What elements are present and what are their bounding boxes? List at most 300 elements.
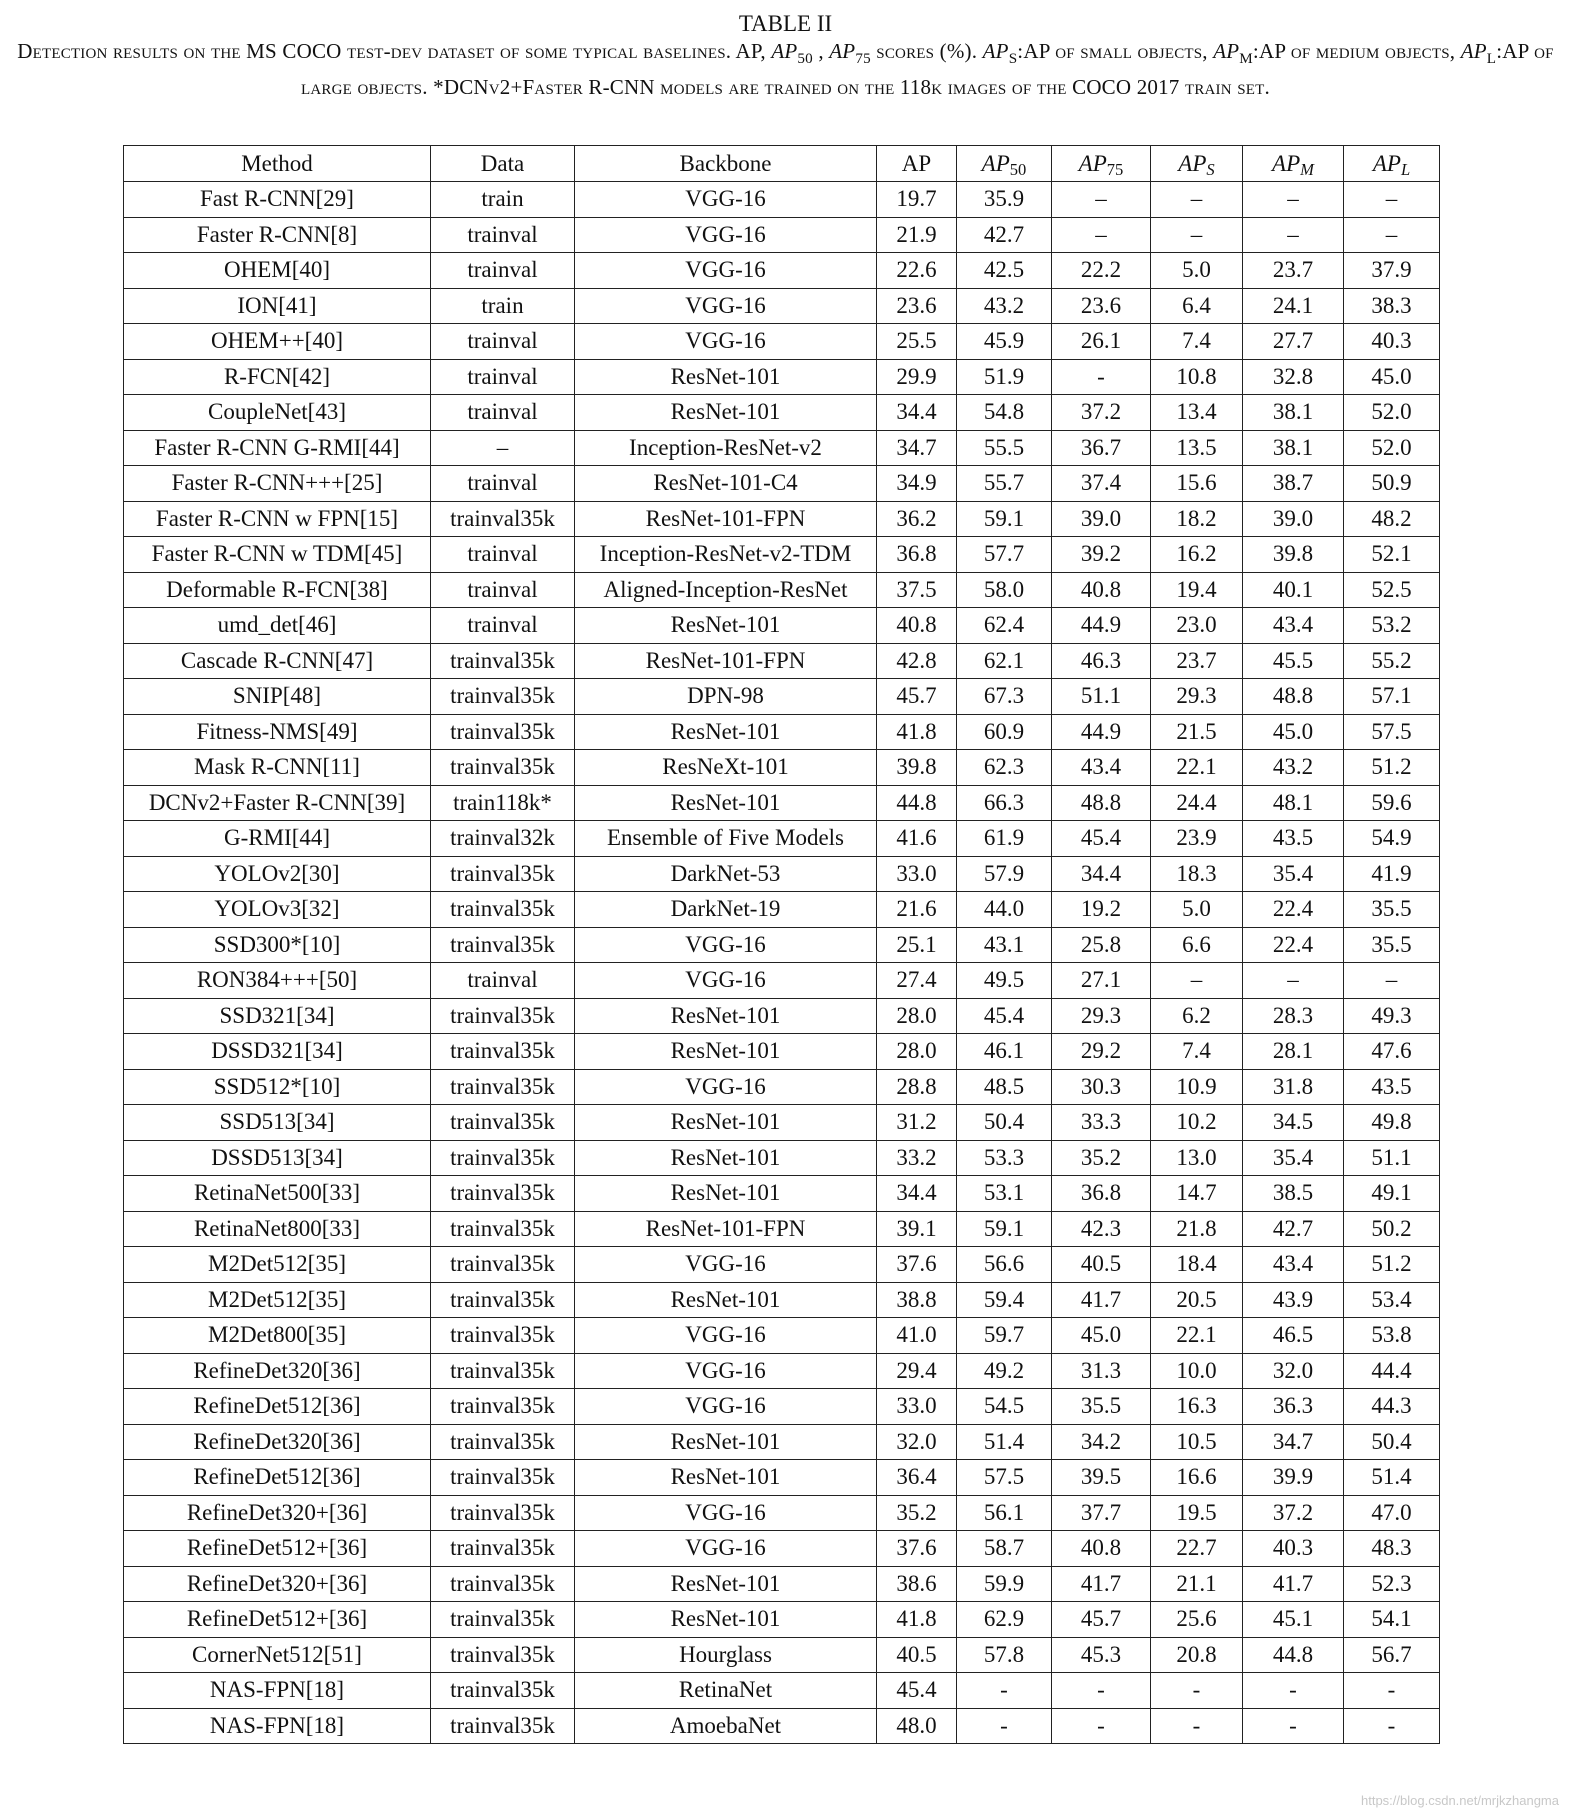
- cell-apm: 32.8: [1243, 359, 1344, 395]
- cell-method: OHEM++[40]: [124, 324, 431, 360]
- cell-ap75: -: [1052, 1708, 1151, 1744]
- cell-ap: 33.0: [877, 856, 957, 892]
- cell-ap50: -: [957, 1708, 1052, 1744]
- cell-apm: 39.0: [1243, 501, 1344, 537]
- cell-apl: -: [1344, 1673, 1440, 1709]
- cell-apl: 51.4: [1344, 1460, 1440, 1496]
- cell-backbone: ResNeXt-101: [575, 750, 877, 786]
- table-row: [124, 324, 1440, 360]
- cell-apm: 43.4: [1243, 1247, 1344, 1283]
- cell-method: SSD513[34]: [124, 1105, 431, 1141]
- cell-ap50: 49.5: [957, 963, 1052, 999]
- cell-ap: 21.9: [877, 217, 957, 253]
- cell-data: trainval35k: [431, 1353, 575, 1389]
- cell-ap75: -: [1052, 1673, 1151, 1709]
- table-row: [124, 1460, 1440, 1496]
- cell-method: Faster R-CNN w FPN[15]: [124, 501, 431, 537]
- table-row: [124, 501, 1440, 537]
- cell-aps: 16.3: [1151, 1389, 1243, 1425]
- table-row: [124, 1566, 1440, 1602]
- cell-apl: 41.9: [1344, 856, 1440, 892]
- cell-ap: 34.9: [877, 466, 957, 502]
- cell-data: trainval35k: [431, 927, 575, 963]
- cell-apm: 38.7: [1243, 466, 1344, 502]
- cell-method: M2Det512[35]: [124, 1247, 431, 1283]
- cell-ap: 42.8: [877, 643, 957, 679]
- cell-data: trainval: [431, 537, 575, 573]
- cell-apl: 37.9: [1344, 253, 1440, 289]
- cell-data: trainval35k: [431, 1637, 575, 1673]
- cell-method: Fast R-CNN[29]: [124, 182, 431, 218]
- cell-apl: 54.9: [1344, 821, 1440, 857]
- cell-method: NAS-FPN[18]: [124, 1673, 431, 1709]
- table-row: [124, 1034, 1440, 1070]
- cell-backbone: VGG-16: [575, 324, 877, 360]
- cell-ap50: -: [957, 1673, 1052, 1709]
- cell-apm: 34.5: [1243, 1105, 1344, 1141]
- cell-data: trainval: [431, 324, 575, 360]
- cell-ap: 39.1: [877, 1211, 957, 1247]
- results-table: [123, 145, 1440, 1744]
- cell-method: RefineDet512[36]: [124, 1460, 431, 1496]
- cell-apl: 44.4: [1344, 1353, 1440, 1389]
- cell-apl: 56.7: [1344, 1637, 1440, 1673]
- cell-method: DSSD513[34]: [124, 1140, 431, 1176]
- table-row: [124, 1389, 1440, 1425]
- table-row: [124, 430, 1440, 466]
- cell-data: trainval: [431, 608, 575, 644]
- cell-apl: 57.1: [1344, 679, 1440, 715]
- table-row: [124, 288, 1440, 324]
- cell-apm: 24.1: [1243, 288, 1344, 324]
- cell-ap: 21.6: [877, 892, 957, 928]
- table-caption: Detection results on the MS COCO test-dev dataset of some typical baselines. AP, $AP_{50}$ , $AP_{75}$ scores (%). $AP_S:AP$ of small objects, $AP_M:AP$ of medium objects, $AP_L:AP$ of large objects. *DCNv2+Faster R-CNN models are trained on the 118k images of the COCO 2017 train set.: [17, 39, 1554, 99]
- cell-apm: 43.9: [1243, 1282, 1344, 1318]
- cell-apm: 40.1: [1243, 572, 1344, 608]
- cell-data: trainval35k: [431, 1531, 575, 1567]
- cell-ap75: 40.8: [1052, 1531, 1151, 1567]
- cell-apm: –: [1243, 217, 1344, 253]
- cell-ap: 25.5: [877, 324, 957, 360]
- cell-backbone: VGG-16: [575, 963, 877, 999]
- cell-ap: 37.6: [877, 1247, 957, 1283]
- cell-data: trainval35k: [431, 998, 575, 1034]
- cell-apm: 39.8: [1243, 537, 1344, 573]
- header-method: Method: [124, 146, 431, 182]
- cell-method: Cascade R-CNN[47]: [124, 643, 431, 679]
- cell-ap50: 45.9: [957, 324, 1052, 360]
- cell-aps: 14.7: [1151, 1176, 1243, 1212]
- cell-apl: 43.5: [1344, 1069, 1440, 1105]
- table-row: [124, 1637, 1440, 1673]
- cell-data: trainval: [431, 395, 575, 431]
- cell-ap75: 37.2: [1052, 395, 1151, 431]
- cell-ap50: 49.2: [957, 1353, 1052, 1389]
- cell-data: trainval35k: [431, 1389, 575, 1425]
- cell-apl: –: [1344, 182, 1440, 218]
- cell-ap: 48.0: [877, 1708, 957, 1744]
- cell-backbone: Inception-ResNet-v2: [575, 430, 877, 466]
- cell-backbone: ResNet-101-FPN: [575, 1211, 877, 1247]
- cell-data: trainval35k: [431, 1566, 575, 1602]
- cell-ap50: 46.1: [957, 1034, 1052, 1070]
- table-row: [124, 572, 1440, 608]
- cell-apl: 51.2: [1344, 750, 1440, 786]
- cell-ap: 22.6: [877, 253, 957, 289]
- cell-data: trainval: [431, 253, 575, 289]
- cell-apl: 53.8: [1344, 1318, 1440, 1354]
- cell-apl: 53.4: [1344, 1282, 1440, 1318]
- cell-ap: 23.6: [877, 288, 957, 324]
- cell-ap50: 43.2: [957, 288, 1052, 324]
- cell-method: Faster R-CNN w TDM[45]: [124, 537, 431, 573]
- header-aps: $AP_S$: [1151, 146, 1243, 182]
- cell-ap75: 19.2: [1052, 892, 1151, 928]
- cell-aps: 10.8: [1151, 359, 1243, 395]
- cell-aps: 18.4: [1151, 1247, 1243, 1283]
- cell-apl: 38.3: [1344, 288, 1440, 324]
- cell-apm: 38.1: [1243, 395, 1344, 431]
- cell-method: DSSD321[34]: [124, 1034, 431, 1070]
- cell-apl: 45.0: [1344, 359, 1440, 395]
- cell-aps: 22.7: [1151, 1531, 1243, 1567]
- cell-aps: 5.0: [1151, 253, 1243, 289]
- cell-ap50: 62.9: [957, 1602, 1052, 1638]
- cell-backbone: RetinaNet: [575, 1673, 877, 1709]
- cell-ap50: 61.9: [957, 821, 1052, 857]
- cell-aps: 7.4: [1151, 324, 1243, 360]
- cell-method: NAS-FPN[18]: [124, 1708, 431, 1744]
- cell-ap50: 50.4: [957, 1105, 1052, 1141]
- cell-apl: 47.0: [1344, 1495, 1440, 1531]
- cell-method: RefineDet512+[36]: [124, 1531, 431, 1567]
- cell-backbone: VGG-16: [575, 1389, 877, 1425]
- cell-backbone: ResNet-101: [575, 608, 877, 644]
- cell-apl: 59.6: [1344, 785, 1440, 821]
- cell-ap: 28.0: [877, 998, 957, 1034]
- cell-apl: 52.3: [1344, 1566, 1440, 1602]
- cell-backbone: Ensemble of Five Models: [575, 821, 877, 857]
- cell-apl: 48.2: [1344, 501, 1440, 537]
- cell-apl: 50.9: [1344, 466, 1440, 502]
- cell-data: trainval35k: [431, 1460, 575, 1496]
- cell-backbone: VGG-16: [575, 1353, 877, 1389]
- cell-aps: 23.7: [1151, 643, 1243, 679]
- cell-ap75: 45.3: [1052, 1637, 1151, 1673]
- cell-apl: -: [1344, 1708, 1440, 1744]
- cell-backbone: ResNet-101: [575, 1176, 877, 1212]
- cell-apl: 53.2: [1344, 608, 1440, 644]
- table-row: [124, 253, 1440, 289]
- cell-apl: –: [1344, 963, 1440, 999]
- cell-backbone: ResNet-101-FPN: [575, 501, 877, 537]
- cell-apm: 44.8: [1243, 1637, 1344, 1673]
- cell-ap50: 59.1: [957, 1211, 1052, 1247]
- cell-backbone: VGG-16: [575, 217, 877, 253]
- table-row: [124, 1282, 1440, 1318]
- cell-ap50: 55.5: [957, 430, 1052, 466]
- cell-ap75: 29.3: [1052, 998, 1151, 1034]
- cell-apm: –: [1243, 963, 1344, 999]
- cell-method: YOLOv3[32]: [124, 892, 431, 928]
- cell-aps: 6.6: [1151, 927, 1243, 963]
- table-row: [124, 359, 1440, 395]
- table-row: [124, 714, 1440, 750]
- cell-ap75: 41.7: [1052, 1566, 1151, 1602]
- cell-apl: 47.6: [1344, 1034, 1440, 1070]
- cell-ap75: -: [1052, 359, 1151, 395]
- header-apl: $AP_L$: [1344, 146, 1440, 182]
- cell-ap75: 35.5: [1052, 1389, 1151, 1425]
- cell-data: trainval35k: [431, 1105, 575, 1141]
- cell-backbone: ResNet-101-FPN: [575, 643, 877, 679]
- cell-data: trainval: [431, 572, 575, 608]
- table-row: [124, 1353, 1440, 1389]
- cell-ap75: 34.4: [1052, 856, 1151, 892]
- cell-ap: 31.2: [877, 1105, 957, 1141]
- cell-ap75: 30.3: [1052, 1069, 1151, 1105]
- cell-aps: 10.2: [1151, 1105, 1243, 1141]
- cell-method: RefineDet512[36]: [124, 1389, 431, 1425]
- cell-ap50: 35.9: [957, 182, 1052, 218]
- cell-ap: 41.8: [877, 714, 957, 750]
- cell-ap75: –: [1052, 217, 1151, 253]
- cell-apl: 51.1: [1344, 1140, 1440, 1176]
- cell-aps: 20.8: [1151, 1637, 1243, 1673]
- cell-ap75: 35.2: [1052, 1140, 1151, 1176]
- cell-apl: 52.5: [1344, 572, 1440, 608]
- cell-aps: 22.1: [1151, 750, 1243, 786]
- cell-ap75: 45.0: [1052, 1318, 1151, 1354]
- cell-data: trainval35k: [431, 750, 575, 786]
- cell-ap: 41.6: [877, 821, 957, 857]
- table-row: [124, 1673, 1440, 1709]
- cell-apm: 43.5: [1243, 821, 1344, 857]
- cell-ap: 19.7: [877, 182, 957, 218]
- table-row: [124, 1602, 1440, 1638]
- cell-ap: 29.9: [877, 359, 957, 395]
- cell-apl: 35.5: [1344, 892, 1440, 928]
- cell-aps: 13.5: [1151, 430, 1243, 466]
- cell-apm: 34.7: [1243, 1424, 1344, 1460]
- cell-backbone: ResNet-101: [575, 714, 877, 750]
- cell-ap75: 36.8: [1052, 1176, 1151, 1212]
- cell-aps: 6.4: [1151, 288, 1243, 324]
- cell-ap50: 67.3: [957, 679, 1052, 715]
- cell-ap75: 45.4: [1052, 821, 1151, 857]
- cell-apm: 35.4: [1243, 1140, 1344, 1176]
- header-data: Data: [431, 146, 575, 182]
- table-row: [124, 1211, 1440, 1247]
- cell-apl: 40.3: [1344, 324, 1440, 360]
- cell-aps: 23.9: [1151, 821, 1243, 857]
- table-row: [124, 217, 1440, 253]
- table-row: [124, 1105, 1440, 1141]
- cell-data: trainval35k: [431, 1282, 575, 1318]
- cell-ap75: 29.2: [1052, 1034, 1151, 1070]
- cell-ap75: 41.7: [1052, 1282, 1151, 1318]
- cell-data: trainval35k: [431, 1424, 575, 1460]
- cell-ap75: 43.4: [1052, 750, 1151, 786]
- cell-ap75: 31.3: [1052, 1353, 1151, 1389]
- cell-apl: 35.5: [1344, 927, 1440, 963]
- cell-backbone: ResNet-101: [575, 1034, 877, 1070]
- cell-aps: 29.3: [1151, 679, 1243, 715]
- cell-data: trainval35k: [431, 643, 575, 679]
- cell-apl: 50.2: [1344, 1211, 1440, 1247]
- cell-data: trainval35k: [431, 1140, 575, 1176]
- cell-ap: 40.8: [877, 608, 957, 644]
- cell-ap75: 22.2: [1052, 253, 1151, 289]
- cell-backbone: VGG-16: [575, 1495, 877, 1531]
- cell-method: G-RMI[44]: [124, 821, 431, 857]
- cell-aps: 18.3: [1151, 856, 1243, 892]
- cell-apl: 52.0: [1344, 430, 1440, 466]
- cell-ap75: 48.8: [1052, 785, 1151, 821]
- cell-backbone: ResNet-101-C4: [575, 466, 877, 502]
- cell-ap: 38.6: [877, 1566, 957, 1602]
- cell-ap75: 51.1: [1052, 679, 1151, 715]
- cell-method: RefineDet320+[36]: [124, 1495, 431, 1531]
- cell-ap75: 26.1: [1052, 324, 1151, 360]
- cell-ap: 37.6: [877, 1531, 957, 1567]
- table-row: [124, 1176, 1440, 1212]
- table-row: [124, 1708, 1440, 1744]
- cell-backbone: Hourglass: [575, 1637, 877, 1673]
- cell-ap75: –: [1052, 182, 1151, 218]
- cell-apl: 48.3: [1344, 1531, 1440, 1567]
- cell-ap75: 27.1: [1052, 963, 1151, 999]
- cell-ap50: 45.4: [957, 998, 1052, 1034]
- cell-ap50: 56.6: [957, 1247, 1052, 1283]
- cell-ap50: 54.5: [957, 1389, 1052, 1425]
- cell-backbone: ResNet-101: [575, 998, 877, 1034]
- cell-ap75: 44.9: [1052, 608, 1151, 644]
- cell-backbone: ResNet-101: [575, 1460, 877, 1496]
- cell-aps: –: [1151, 963, 1243, 999]
- cell-ap75: 42.3: [1052, 1211, 1151, 1247]
- cell-apm: 22.4: [1243, 927, 1344, 963]
- cell-aps: 6.2: [1151, 998, 1243, 1034]
- cell-ap: 35.2: [877, 1495, 957, 1531]
- cell-apm: 43.4: [1243, 608, 1344, 644]
- cell-ap: 36.8: [877, 537, 957, 573]
- cell-method: M2Det800[35]: [124, 1318, 431, 1354]
- cell-apm: 22.4: [1243, 892, 1344, 928]
- cell-ap: 25.1: [877, 927, 957, 963]
- cell-ap: 28.8: [877, 1069, 957, 1105]
- cell-aps: 16.6: [1151, 1460, 1243, 1496]
- cell-method: SSD300*[10]: [124, 927, 431, 963]
- cell-method: RetinaNet500[33]: [124, 1176, 431, 1212]
- cell-aps: 21.1: [1151, 1566, 1243, 1602]
- cell-aps: 16.2: [1151, 537, 1243, 573]
- cell-apm: -: [1243, 1673, 1344, 1709]
- header-ap75: $AP_{75}$: [1052, 146, 1151, 182]
- cell-backbone: ResNet-101: [575, 1105, 877, 1141]
- cell-aps: 25.6: [1151, 1602, 1243, 1638]
- cell-backbone: VGG-16: [575, 1531, 877, 1567]
- cell-data: trainval: [431, 217, 575, 253]
- cell-ap: 40.5: [877, 1637, 957, 1673]
- cell-method: Fitness-NMS[49]: [124, 714, 431, 750]
- cell-ap: 36.4: [877, 1460, 957, 1496]
- cell-aps: 21.5: [1151, 714, 1243, 750]
- cell-data: trainval35k: [431, 679, 575, 715]
- table-body: [124, 182, 1440, 1744]
- cell-ap50: 57.8: [957, 1637, 1052, 1673]
- cell-ap50: 48.5: [957, 1069, 1052, 1105]
- cell-apm: 35.4: [1243, 856, 1344, 892]
- table-row: [124, 1495, 1440, 1531]
- cell-data: trainval35k: [431, 1318, 575, 1354]
- cell-backbone: AmoebaNet: [575, 1708, 877, 1744]
- cell-backbone: DarkNet-19: [575, 892, 877, 928]
- cell-method: Faster R-CNN+++[25]: [124, 466, 431, 502]
- cell-backbone: ResNet-101: [575, 1566, 877, 1602]
- cell-ap: 33.0: [877, 1389, 957, 1425]
- cell-method: umd_det[46]: [124, 608, 431, 644]
- cell-ap75: 40.8: [1052, 572, 1151, 608]
- table-row: [124, 1140, 1440, 1176]
- cell-data: train: [431, 182, 575, 218]
- cell-ap: 37.5: [877, 572, 957, 608]
- cell-method: OHEM[40]: [124, 253, 431, 289]
- cell-apm: 27.7: [1243, 324, 1344, 360]
- cell-data: trainval35k: [431, 1495, 575, 1531]
- cell-ap50: 62.1: [957, 643, 1052, 679]
- table-row: [124, 395, 1440, 431]
- cell-aps: 10.0: [1151, 1353, 1243, 1389]
- cell-ap50: 56.1: [957, 1495, 1052, 1531]
- cell-apl: 50.4: [1344, 1424, 1440, 1460]
- cell-ap: 34.4: [877, 1176, 957, 1212]
- table-row: [124, 537, 1440, 573]
- cell-backbone: VGG-16: [575, 253, 877, 289]
- cell-backbone: ResNet-101: [575, 1282, 877, 1318]
- cell-apm: 38.5: [1243, 1176, 1344, 1212]
- cell-backbone: ResNet-101: [575, 1140, 877, 1176]
- cell-method: Faster R-CNN[8]: [124, 217, 431, 253]
- cell-ap: 32.0: [877, 1424, 957, 1460]
- cell-method: YOLOv2[30]: [124, 856, 431, 892]
- cell-ap: 44.8: [877, 785, 957, 821]
- cell-ap: 28.0: [877, 1034, 957, 1070]
- cell-ap50: 55.7: [957, 466, 1052, 502]
- cell-aps: -: [1151, 1673, 1243, 1709]
- cell-aps: –: [1151, 182, 1243, 218]
- cell-ap75: 23.6: [1052, 288, 1151, 324]
- watermark: https://blog.csdn.net/mrjkzhangma: [1361, 1793, 1559, 1808]
- cell-backbone: VGG-16: [575, 1247, 877, 1283]
- cell-ap50: 58.0: [957, 572, 1052, 608]
- cell-aps: 5.0: [1151, 892, 1243, 928]
- cell-data: trainval35k: [431, 1708, 575, 1744]
- table-row: [124, 1247, 1440, 1283]
- cell-backbone: VGG-16: [575, 182, 877, 218]
- cell-ap75: 33.3: [1052, 1105, 1151, 1141]
- table-row: [124, 1531, 1440, 1567]
- cell-ap: 36.2: [877, 501, 957, 537]
- cell-ap75: 39.2: [1052, 537, 1151, 573]
- cell-ap75: 25.8: [1052, 927, 1151, 963]
- cell-apl: –: [1344, 217, 1440, 253]
- cell-apm: 37.2: [1243, 1495, 1344, 1531]
- cell-aps: 10.9: [1151, 1069, 1243, 1105]
- cell-aps: 13.0: [1151, 1140, 1243, 1176]
- cell-ap50: 62.4: [957, 608, 1052, 644]
- cell-ap50: 53.1: [957, 1176, 1052, 1212]
